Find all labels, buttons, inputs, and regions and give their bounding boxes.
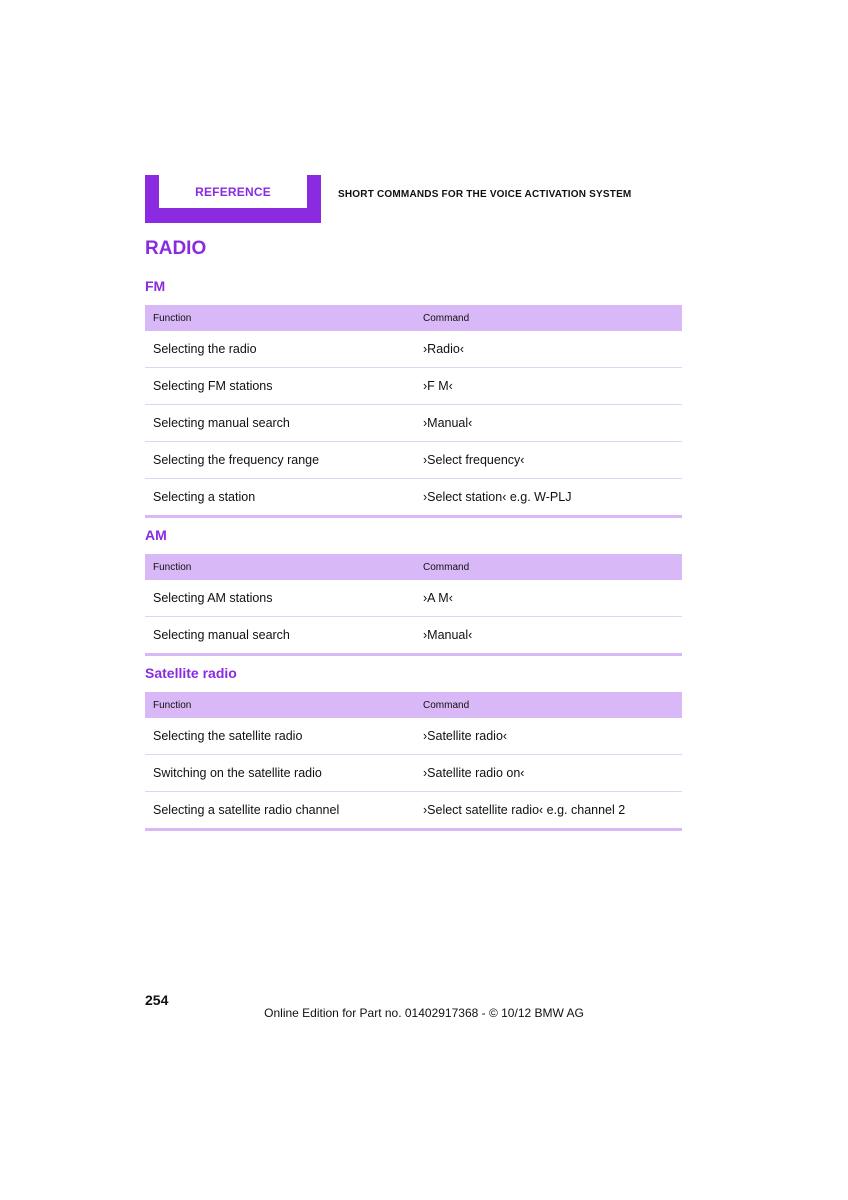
command-cell: ›Satellite radio on‹ — [423, 766, 525, 780]
page-title: RADIO — [145, 238, 207, 259]
column-header-command: Command — [423, 699, 470, 711]
command-cell: ›Select satellite radio‹ e.g. channel 2 — [423, 803, 626, 817]
running-head: SHORT COMMANDS FOR THE VOICE ACTIVATION SYSTEM — [338, 189, 632, 200]
column-header-function: Function — [153, 699, 192, 711]
column-header-function: Function — [153, 312, 192, 324]
table-satellite-radio — [145, 692, 682, 831]
function-cell: Selecting a satellite radio channel — [153, 803, 340, 817]
column-header-function: Function — [153, 561, 192, 573]
section-title-fm: FM — [145, 278, 166, 294]
command-cell: ›Select frequency‹ — [423, 453, 525, 467]
command-cell: ›Manual‹ — [423, 416, 473, 430]
command-cell: ›A M‹ — [423, 591, 453, 605]
table-row — [145, 442, 682, 479]
table-row — [145, 331, 682, 368]
function-cell: Selecting the satellite radio — [153, 729, 303, 743]
section-tab-label: REFERENCE — [195, 184, 271, 199]
table-row — [145, 580, 682, 617]
column-header-command: Command — [423, 312, 470, 324]
section-title-am: AM — [145, 527, 167, 543]
footer-text: Online Edition for Part no. 01402917368 - © 10/12 BMW AG — [264, 1006, 584, 1020]
table-row — [145, 479, 682, 518]
table-row — [145, 368, 682, 405]
function-cell: Selecting the radio — [153, 342, 257, 356]
table-header — [145, 305, 682, 331]
table-row — [145, 755, 682, 792]
function-cell: Selecting the frequency range — [153, 453, 320, 467]
table-row — [145, 718, 682, 755]
column-header-command: Command — [423, 561, 470, 573]
function-cell: Selecting manual search — [153, 628, 290, 642]
section-tab-inner — [159, 175, 307, 208]
function-cell: Selecting a station — [153, 490, 256, 504]
command-cell: ›Satellite radio‹ — [423, 729, 508, 743]
function-cell: Switching on the satellite radio — [153, 766, 322, 780]
page-number: 254 — [145, 992, 169, 1008]
table-row — [145, 405, 682, 442]
command-cell: ›F M‹ — [423, 379, 453, 393]
function-cell: Selecting FM stations — [153, 379, 273, 393]
section-tab — [145, 175, 321, 223]
table-am — [145, 554, 682, 656]
section-title-satellite-radio: Satellite radio — [145, 665, 237, 681]
table-fm — [145, 305, 682, 518]
table-header — [145, 554, 682, 580]
command-cell: ›Select station‹ e.g. W-PLJ — [423, 490, 572, 504]
table-row — [145, 792, 682, 831]
table-row — [145, 617, 682, 656]
command-cell: ›Radio‹ — [423, 342, 464, 356]
function-cell: Selecting AM stations — [153, 591, 273, 605]
command-cell: ›Manual‹ — [423, 628, 473, 642]
function-cell: Selecting manual search — [153, 416, 290, 430]
table-header — [145, 692, 682, 718]
